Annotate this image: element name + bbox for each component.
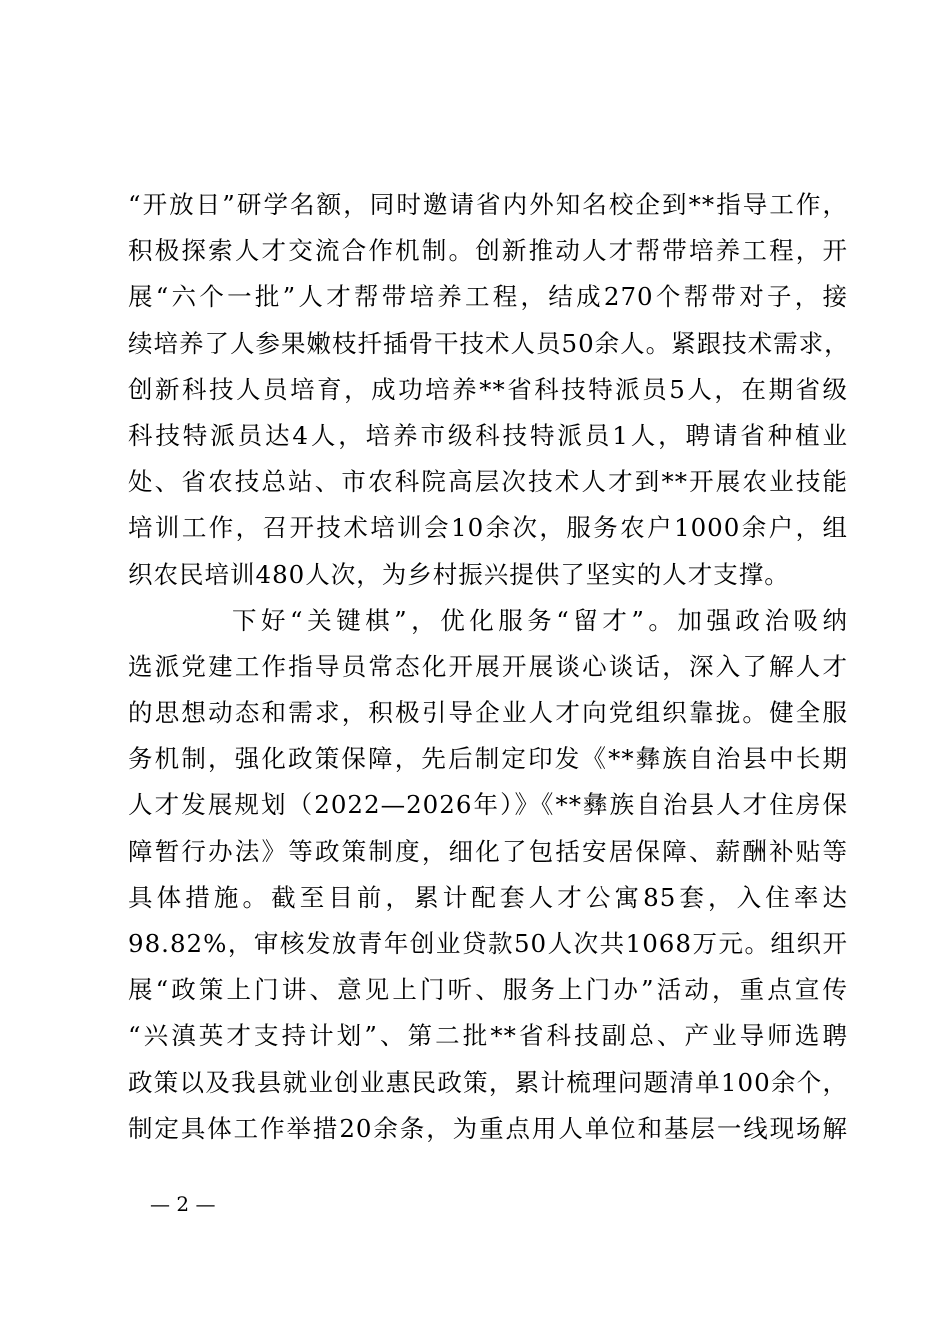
paragraph-1 [128, 182, 848, 598]
paragraph-2 [128, 598, 848, 1152]
text-line: “开放日”研学名额，同时邀请省内外知名校企到**指导工作， [128, 190, 848, 219]
text-line: 处、省农技总站、市农科院高层次技术人才到**开展农业技能 [128, 467, 848, 497]
text-line: 展“政策上门讲、意见上门听、服务上门办”活动，重点宣传 [128, 975, 848, 1005]
text-line: 具体措施。截至目前，累计配套人才公寓85套，入住率达 [128, 882, 848, 912]
text-line: 续培养了人参果嫩枝扦插骨干技术人员50余人。紧跟技术需求， [128, 328, 850, 358]
text-line: “兴滇英才支持计划”、第二批**省科技副总、产业导师选聘 [128, 1021, 848, 1051]
text-line: 选派党建工作指导员常态化开展开展谈心谈话，深入了解人才 [128, 651, 848, 681]
text-line: 制定具体工作举措20余条，为重点用人单位和基层一线现场解 [128, 1113, 848, 1143]
page-number: — 2 — [150, 1192, 216, 1216]
text-line: 科技特派员达4人，培养市级科技特派员1人，聘请省种植业 [128, 420, 848, 450]
text-line: 政策以及我县就业创业惠民政策，累计梳理问题清单100余个， [128, 1067, 848, 1097]
body-text [128, 182, 848, 1152]
text-line: 的思想动态和需求，积极引导企业人才向党组织靠拢。健全服 [128, 698, 848, 728]
text-line: 织农民培训480人次，为乡村振兴提供了坚实的人才支撑。 [128, 559, 790, 589]
text-line: 障暂行办法》等政策制度，细化了包括安居保障、薪酬补贴等 [128, 836, 848, 866]
text-line: 培训工作，召开技术培训会10余次，服务农户1000余户，组 [128, 513, 848, 543]
text-line: 务机制，强化政策保障，先后制定印发《**彝族自治县中长期 [128, 744, 848, 774]
text-line: 98.82%，审核发放青年创业贷款50人次共1068万元。组织开 [128, 929, 848, 958]
text-line-heading: 下好“关键棋”，优化服务“留才”。加强政治吸纳 [232, 605, 848, 635]
text-line: 展“六个一批”人才帮带培养工程，结成270个帮带对子，接 [128, 282, 848, 312]
text-line: 人才发展规划（2022—2026年）》《**彝族自治县人才住房保 [128, 790, 848, 820]
text-line: 创新科技人员培育，成功培养**省科技特派员5人，在期省级 [128, 374, 848, 404]
text-line: 积极探索人才交流合作机制。创新推动人才帮带培养工程，开 [128, 236, 848, 266]
